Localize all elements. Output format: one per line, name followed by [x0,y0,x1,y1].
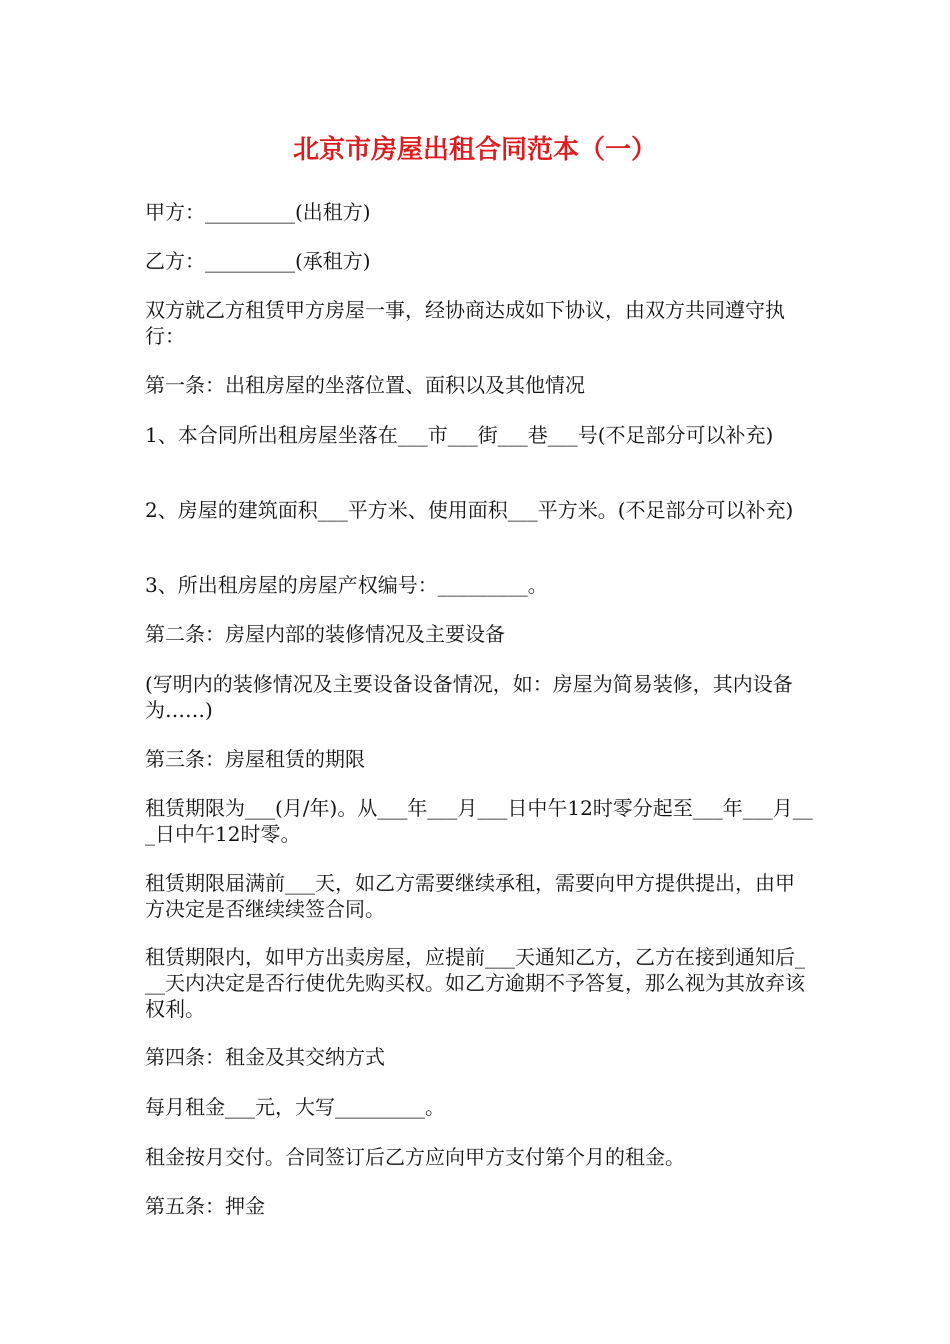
party-a-line: 甲方：_________(出租方) [145,200,371,224]
clause-1-1: 1、本合同所出租房屋坐落在___市___街___巷___号(不足部分可以补充) [145,423,774,447]
party-b-line: 乙方：_________(承租方) [145,249,371,273]
article-3-heading: 第三条：房屋租赁的期限 [145,747,365,771]
monthly-rent-line: 每月租金___元，大写_________。 [145,1095,445,1119]
article-2-note: (写明内的装修情况及主要设备设备情况，如：房屋为简易装修，其内设备为……) [145,672,793,722]
lease-term-paragraph: 租赁期限为___(月/年)。从___年___月___日中午12时零分起至___年___月___日中午12时零。 [145,796,813,846]
article-4-heading: 第四条：租金及其交纳方式 [145,1045,385,1069]
article-5-heading: 第五条：押金 [145,1194,265,1218]
article-1-heading: 第一条：出租房屋的坐落位置、面积以及其他情况 [145,373,585,397]
clause-1-2: 2、房屋的建筑面积___平方米、使用面积___平方米。(不足部分可以补充) [145,498,794,522]
rent-payment-paragraph: 租金按月交付。合同签订后乙方应向甲方支付第个月的租金。 [145,1145,685,1169]
clause-1-3: 3、所出租房屋的房屋产权编号：_________。 [145,573,548,597]
renewal-paragraph: 租赁期限届满前___天，如乙方需要继续承租，需要向甲方提供提出，由甲方决定是否继续续签合同。 [145,871,795,921]
preamble-paragraph: 双方就乙方租赁甲方房屋一事，经协商达成如下协议，由双方共同遵守执行： [145,298,785,348]
document-title: 北京市房屋出租合同范本（一） [292,135,657,165]
preemption-paragraph: 租赁期限内，如甲方出卖房屋，应提前___天通知乙方，乙方在接到通知后___天内决定是否行使优先购买权。如乙方逾期不予答复，那么视为其放弃该权利。 [145,945,805,1021]
article-2-heading: 第二条：房屋内部的装修情况及主要设备 [145,622,505,646]
